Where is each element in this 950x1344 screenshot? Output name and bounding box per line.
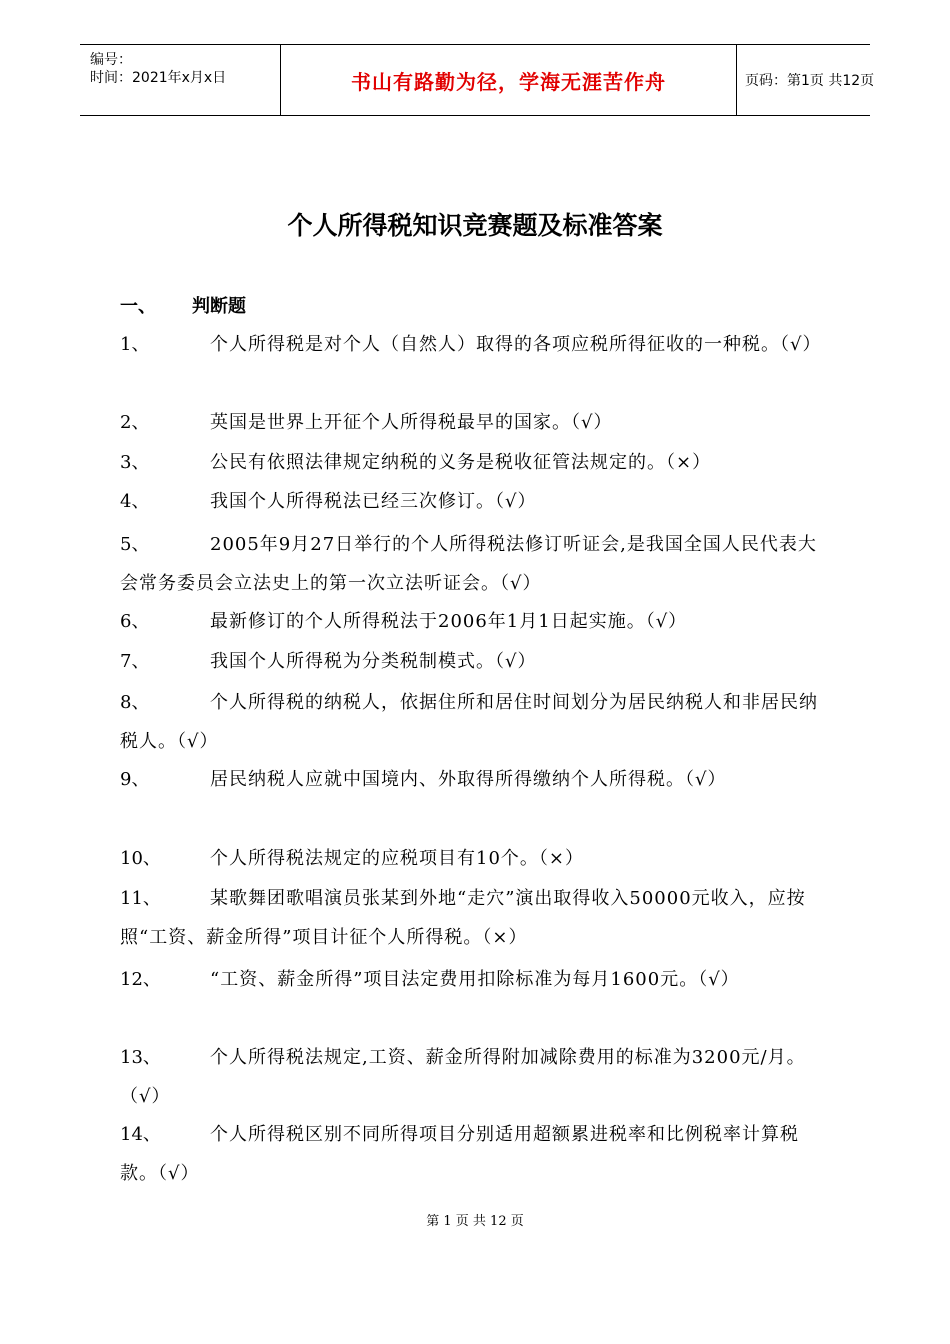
- question-text: “工资、薪金所得”项目法定费用扣除标准为每月1600元。（√）: [210, 969, 740, 990]
- section-name: 判断题: [192, 296, 246, 317]
- question-item: [120, 683, 832, 761]
- header-motto-cell: [280, 45, 737, 115]
- question-text: 公民有依照法律规定纳税的义务是税收征管法规定的。（×）: [210, 452, 712, 473]
- page-header: [80, 44, 875, 116]
- question-number: 7、: [120, 651, 150, 672]
- question-text: 最新修订的个人所得税法于2006年1月1日起实施。（√）: [210, 611, 688, 632]
- question-item: [120, 1038, 832, 1116]
- question-item: [120, 325, 832, 364]
- motto: 书山有路勤为径，学海无涯苦作舟: [351, 69, 666, 94]
- header-meta-cell: [80, 45, 280, 115]
- question-number: 5、: [120, 534, 150, 555]
- question-number: 3、: [120, 452, 150, 473]
- question-item: [120, 1115, 832, 1193]
- question-text: 我国个人所得税为分类税制模式。（√）: [210, 651, 537, 672]
- question-item: [120, 839, 832, 878]
- question-number: 12、: [120, 969, 161, 990]
- question-item: [120, 602, 832, 641]
- question-item: [120, 960, 832, 999]
- question-text: 某歌舞团歌唱演员张某到外地“走穴”演出取得收入50000元收入，应按照“工资、薪金所得”项目计征个人所得税。（×）: [120, 888, 806, 948]
- page-footer: 第 1 页 共 12 页: [426, 1214, 524, 1229]
- question-text: 2005年9月27日举行的个人所得税法修订听证会,是我国全国人民代表大会常务委员会立法史上的第一次立法听证会。（√）: [120, 534, 817, 594]
- question-number: 6、: [120, 611, 150, 632]
- question-number: 4、: [120, 491, 150, 512]
- question-text: 个人所得税法规定的应税项目有10个。（×）: [210, 848, 584, 869]
- question-number: 10、: [120, 848, 161, 869]
- question-text: 个人所得税的纳税人，依据住所和居住时间划分为居民纳税人和非居民纳税人。（√）: [120, 692, 818, 752]
- question-item: [120, 525, 832, 603]
- document-title: 个人所得税知识竞赛题及标准答案: [287, 211, 663, 240]
- question-text: 我国个人所得税法已经三次修订。（√）: [210, 491, 537, 512]
- question-number: 9、: [120, 769, 150, 790]
- question-number: 2、: [120, 412, 150, 433]
- question-text: 个人所得税法规定,工资、薪金所得附加减除费用的标准为3200元/月。（√）: [120, 1047, 806, 1107]
- question-text: 个人所得税区别不同所得项目分别适用超额累进税率和比例税率计算税款。（√）: [120, 1124, 799, 1184]
- question-item: [120, 482, 832, 521]
- question-item: [120, 403, 832, 442]
- time-label: 时间：2021年x月x日: [90, 70, 227, 86]
- question-item: [120, 443, 832, 482]
- question-number: 8、: [120, 692, 150, 713]
- question-text: 英国是世界上开征个人所得税最早的国家。（√）: [210, 412, 613, 433]
- question-number: 1、: [120, 334, 150, 355]
- header-page-cell: [735, 45, 875, 115]
- serial-label: 编号：: [90, 52, 132, 68]
- question-text: 居民纳税人应就中国境内、外取得所得缴纳个人所得税。（√）: [210, 769, 727, 790]
- question-number: 13、: [120, 1047, 161, 1068]
- section-number: 一、: [120, 296, 156, 317]
- question-item: [120, 879, 832, 957]
- question-item: [120, 760, 832, 799]
- question-text: 个人所得税是对个人（自然人）取得的各项应税所得征收的一种税。（√）: [210, 334, 822, 355]
- section-heading: [120, 292, 246, 318]
- question-number: 14、: [120, 1124, 161, 1145]
- question-number: 11、: [120, 888, 161, 909]
- page-code: 页码：第1页 共12页: [745, 73, 875, 89]
- question-item: [120, 642, 832, 681]
